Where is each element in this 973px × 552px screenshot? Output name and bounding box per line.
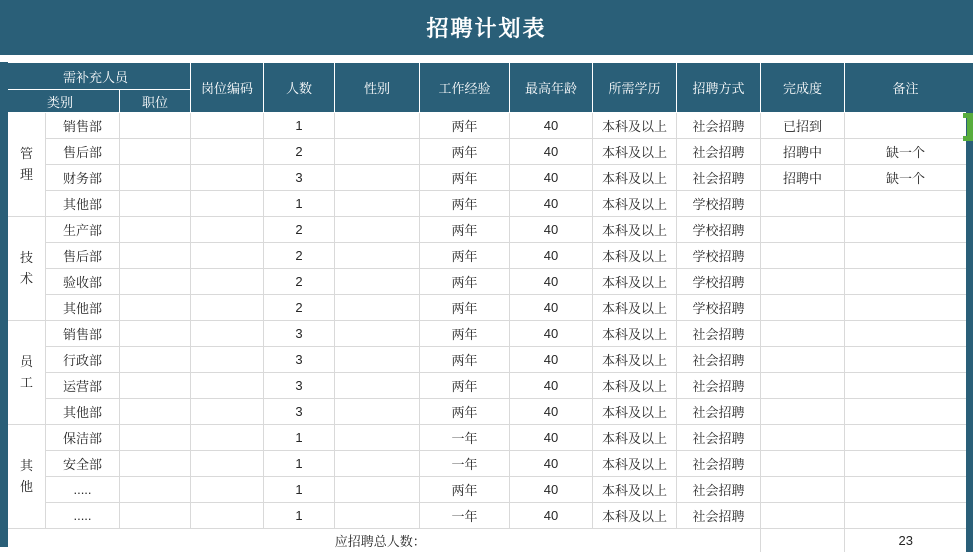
cell-education[interactable]: 本科及以上 bbox=[593, 373, 677, 399]
table-right-accent-border bbox=[966, 112, 973, 552]
cell-experience[interactable]: 两年 bbox=[420, 347, 510, 373]
cell-remark[interactable]: 缺一个 bbox=[845, 139, 973, 165]
cell-gender[interactable] bbox=[335, 113, 420, 139]
cell-count[interactable]: 1 bbox=[264, 113, 335, 139]
header-gender[interactable]: 性别 bbox=[335, 63, 420, 113]
table-row bbox=[1, 477, 973, 503]
cell-age[interactable]: 40 bbox=[510, 295, 593, 321]
group-label: 其他 bbox=[19, 458, 33, 494]
cell-education[interactable]: 本科及以上 bbox=[593, 217, 677, 243]
cell-position[interactable] bbox=[120, 139, 191, 165]
cell-education[interactable]: 本科及以上 bbox=[593, 321, 677, 347]
header-experience[interactable]: 工作经验 bbox=[420, 63, 510, 113]
header-method[interactable]: 招聘方式 bbox=[677, 63, 761, 113]
cell-position[interactable] bbox=[120, 503, 191, 529]
cell-position[interactable] bbox=[120, 295, 191, 321]
cell-code[interactable] bbox=[191, 269, 264, 295]
cell-remark[interactable] bbox=[845, 269, 973, 295]
cell-age[interactable]: 40 bbox=[510, 269, 593, 295]
cell-method[interactable]: 社会招聘 bbox=[677, 113, 761, 139]
header-job-code[interactable]: 岗位编码 bbox=[191, 63, 264, 113]
cell-dept[interactable]: 财务部 bbox=[46, 165, 120, 191]
cell-code[interactable] bbox=[191, 425, 264, 451]
table-left-accent-border bbox=[0, 62, 8, 547]
cell-method[interactable]: 学校招聘 bbox=[677, 191, 761, 217]
cell-position[interactable] bbox=[120, 165, 191, 191]
total-label-cell[interactable]: 应招聘总人数： bbox=[1, 529, 761, 552]
cell-dept[interactable]: 售后部 bbox=[46, 243, 120, 269]
cell-code[interactable] bbox=[191, 217, 264, 243]
table-row bbox=[1, 425, 973, 451]
cell-method[interactable]: 学校招聘 bbox=[677, 295, 761, 321]
cell-position[interactable] bbox=[120, 451, 191, 477]
cell-education[interactable]: 本科及以上 bbox=[593, 113, 677, 139]
cell-position[interactable] bbox=[120, 373, 191, 399]
cell-age[interactable]: 40 bbox=[510, 113, 593, 139]
cell-completion[interactable] bbox=[761, 399, 845, 425]
cell-remark[interactable] bbox=[845, 477, 973, 503]
cell-method[interactable]: 社会招聘 bbox=[677, 321, 761, 347]
cell-code[interactable] bbox=[191, 399, 264, 425]
cell-education[interactable]: 本科及以上 bbox=[593, 503, 677, 529]
cell-gender[interactable] bbox=[335, 373, 420, 399]
cell-age[interactable]: 40 bbox=[510, 191, 593, 217]
cell-code[interactable] bbox=[191, 503, 264, 529]
table-footer bbox=[1, 529, 973, 552]
cell-education[interactable]: 本科及以上 bbox=[593, 295, 677, 321]
cell-dept[interactable]: 验收部 bbox=[46, 269, 120, 295]
cell-education[interactable]: 本科及以上 bbox=[593, 425, 677, 451]
cell-dept[interactable]: 运营部 bbox=[46, 373, 120, 399]
cell-code[interactable] bbox=[191, 295, 264, 321]
cell-dept[interactable]: 其他部 bbox=[46, 295, 120, 321]
table-row bbox=[1, 269, 973, 295]
cell-count[interactable]: 3 bbox=[264, 399, 335, 425]
cell-experience[interactable]: 两年 bbox=[420, 399, 510, 425]
cell-completion[interactable] bbox=[761, 269, 845, 295]
cell-education[interactable]: 本科及以上 bbox=[593, 165, 677, 191]
cell-position[interactable] bbox=[120, 477, 191, 503]
cell-method[interactable]: 社会招聘 bbox=[677, 503, 761, 529]
header-need-staff[interactable]: 需补充人员 bbox=[1, 63, 191, 90]
cell-completion[interactable] bbox=[761, 217, 845, 243]
cell-age[interactable]: 40 bbox=[510, 347, 593, 373]
table-row bbox=[1, 321, 973, 347]
cell-dept[interactable]: 售后部 bbox=[46, 139, 120, 165]
cell-dept[interactable]: 安全部 bbox=[46, 451, 120, 477]
cell-code[interactable] bbox=[191, 451, 264, 477]
table-header bbox=[1, 63, 973, 113]
page-title-text: 招聘计划表 bbox=[426, 16, 547, 41]
cell-completion[interactable] bbox=[761, 477, 845, 503]
table-row bbox=[1, 295, 973, 321]
cell-experience[interactable]: 两年 bbox=[420, 165, 510, 191]
cell-completion[interactable] bbox=[761, 191, 845, 217]
table-row bbox=[1, 373, 973, 399]
cell-count[interactable]: 2 bbox=[264, 243, 335, 269]
cell-method[interactable]: 社会招聘 bbox=[677, 425, 761, 451]
cell-method[interactable]: 社会招聘 bbox=[677, 139, 761, 165]
cell-gender[interactable] bbox=[335, 477, 420, 503]
cell-completion[interactable] bbox=[761, 373, 845, 399]
cell-remark[interactable] bbox=[845, 217, 973, 243]
cell-dept[interactable]: 销售部 bbox=[46, 113, 120, 139]
cell-dept[interactable]: 保洁部 bbox=[46, 425, 120, 451]
header-headcount[interactable]: 人数 bbox=[264, 63, 335, 113]
cell-education[interactable]: 本科及以上 bbox=[593, 139, 677, 165]
cell-position[interactable] bbox=[120, 399, 191, 425]
cell-count[interactable]: 3 bbox=[264, 165, 335, 191]
cell-experience[interactable]: 两年 bbox=[420, 139, 510, 165]
group-label: 技术 bbox=[19, 250, 33, 286]
cell-gender[interactable] bbox=[335, 165, 420, 191]
cell-education[interactable]: 本科及以上 bbox=[593, 477, 677, 503]
cell-code[interactable] bbox=[191, 113, 264, 139]
cell-code[interactable] bbox=[191, 165, 264, 191]
cell-remark[interactable] bbox=[845, 451, 973, 477]
table-row bbox=[1, 217, 973, 243]
total-empty-cell[interactable] bbox=[761, 529, 845, 552]
group-label: 管理 bbox=[19, 146, 33, 182]
cell-gender[interactable] bbox=[335, 425, 420, 451]
cell-method[interactable]: 社会招聘 bbox=[677, 451, 761, 477]
cell-gender[interactable] bbox=[335, 321, 420, 347]
cell-count[interactable]: 1 bbox=[264, 191, 335, 217]
cell-gender[interactable] bbox=[335, 269, 420, 295]
cell-method[interactable]: 社会招聘 bbox=[677, 347, 761, 373]
cell-education[interactable]: 本科及以上 bbox=[593, 399, 677, 425]
cell-completion[interactable] bbox=[761, 425, 845, 451]
cell-education[interactable]: 本科及以上 bbox=[593, 191, 677, 217]
cell-remark[interactable] bbox=[845, 399, 973, 425]
cell-method[interactable]: 社会招聘 bbox=[677, 373, 761, 399]
cell-code[interactable] bbox=[191, 139, 264, 165]
cell-experience[interactable]: 一年 bbox=[420, 425, 510, 451]
cell-age[interactable]: 40 bbox=[510, 139, 593, 165]
cell-dept[interactable]: ..... bbox=[46, 503, 120, 529]
cell-remark[interactable] bbox=[845, 321, 973, 347]
cell-remark[interactable] bbox=[845, 425, 973, 451]
cell-experience[interactable]: 两年 bbox=[420, 477, 510, 503]
cell-age[interactable]: 40 bbox=[510, 165, 593, 191]
table-row bbox=[1, 503, 973, 529]
table-row bbox=[1, 165, 973, 191]
cell-gender[interactable] bbox=[335, 451, 420, 477]
cell-completion[interactable] bbox=[761, 451, 845, 477]
cell-experience[interactable]: 两年 bbox=[420, 321, 510, 347]
cell-remark[interactable] bbox=[845, 295, 973, 321]
cell-position[interactable] bbox=[120, 191, 191, 217]
header-max-age[interactable]: 最高年龄 bbox=[510, 63, 593, 113]
header-completion[interactable]: 完成度 bbox=[761, 63, 845, 113]
header-education[interactable]: 所需学历 bbox=[593, 63, 677, 113]
cell-gender[interactable] bbox=[335, 503, 420, 529]
cell-position[interactable] bbox=[120, 347, 191, 373]
cell-experience[interactable]: 两年 bbox=[420, 243, 510, 269]
cell-code[interactable] bbox=[191, 191, 264, 217]
cell-age[interactable]: 40 bbox=[510, 373, 593, 399]
group-label: 员工 bbox=[19, 354, 33, 390]
cell-count[interactable]: 1 bbox=[264, 425, 335, 451]
recruitment-table bbox=[0, 62, 973, 552]
cell-dept[interactable]: 其他部 bbox=[46, 191, 120, 217]
cell-age[interactable]: 40 bbox=[510, 399, 593, 425]
cell-completion[interactable]: 已招到 bbox=[761, 113, 845, 139]
cell-gender[interactable] bbox=[335, 191, 420, 217]
page-title bbox=[0, 0, 973, 55]
cell-dept[interactable]: 其他部 bbox=[46, 399, 120, 425]
cell-code[interactable] bbox=[191, 243, 264, 269]
cell-experience[interactable]: 两年 bbox=[420, 373, 510, 399]
cell-remark[interactable] bbox=[845, 373, 973, 399]
cell-count[interactable]: 1 bbox=[264, 503, 335, 529]
cell-method[interactable]: 社会招聘 bbox=[677, 165, 761, 191]
cell-experience[interactable]: 两年 bbox=[420, 269, 510, 295]
cell-count[interactable]: 3 bbox=[264, 373, 335, 399]
header-remark[interactable]: 备注 bbox=[845, 63, 973, 113]
cell-education[interactable]: 本科及以上 bbox=[593, 451, 677, 477]
cell-remark[interactable] bbox=[845, 503, 973, 529]
cell-dept[interactable]: 生产部 bbox=[46, 217, 120, 243]
cell-completion[interactable] bbox=[761, 243, 845, 269]
cell-experience[interactable]: 一年 bbox=[420, 503, 510, 529]
total-row bbox=[1, 529, 973, 552]
table-row bbox=[1, 191, 973, 217]
cell-completion[interactable] bbox=[761, 321, 845, 347]
cell-method[interactable]: 社会招聘 bbox=[677, 477, 761, 503]
cell-method[interactable]: 学校招聘 bbox=[677, 269, 761, 295]
header-position[interactable]: 职位 bbox=[120, 90, 191, 113]
cell-experience[interactable]: 一年 bbox=[420, 451, 510, 477]
cell-completion[interactable]: 招聘中 bbox=[761, 165, 845, 191]
cell-position[interactable] bbox=[120, 113, 191, 139]
cell-position[interactable] bbox=[120, 243, 191, 269]
cell-age[interactable]: 40 bbox=[510, 217, 593, 243]
table-row bbox=[1, 451, 973, 477]
cell-completion[interactable] bbox=[761, 503, 845, 529]
cell-gender[interactable] bbox=[335, 139, 420, 165]
cell-gender[interactable] bbox=[335, 347, 420, 373]
cell-age[interactable]: 40 bbox=[510, 503, 593, 529]
cell-count[interactable]: 2 bbox=[264, 139, 335, 165]
cell-completion[interactable]: 招聘中 bbox=[761, 139, 845, 165]
cell-remark[interactable] bbox=[845, 243, 973, 269]
cell-education[interactable]: 本科及以上 bbox=[593, 347, 677, 373]
cell-count[interactable]: 2 bbox=[264, 217, 335, 243]
cell-method[interactable]: 社会招聘 bbox=[677, 399, 761, 425]
cell-experience[interactable]: 两年 bbox=[420, 295, 510, 321]
cell-remark[interactable]: 缺一个 bbox=[845, 165, 973, 191]
cell-code[interactable] bbox=[191, 321, 264, 347]
cell-age[interactable]: 40 bbox=[510, 321, 593, 347]
table-body bbox=[1, 113, 973, 529]
cell-completion[interactable] bbox=[761, 347, 845, 373]
cell-education[interactable]: 本科及以上 bbox=[593, 243, 677, 269]
table-row bbox=[1, 399, 973, 425]
cell-age[interactable]: 40 bbox=[510, 243, 593, 269]
cell-dept[interactable]: 销售部 bbox=[46, 321, 120, 347]
cell-count[interactable]: 2 bbox=[264, 269, 335, 295]
cell-code[interactable] bbox=[191, 477, 264, 503]
cell-experience[interactable]: 两年 bbox=[420, 217, 510, 243]
table-row bbox=[1, 113, 973, 139]
cell-remark[interactable] bbox=[845, 191, 973, 217]
cell-position[interactable] bbox=[120, 269, 191, 295]
cell-count[interactable]: 1 bbox=[264, 477, 335, 503]
cell-dept[interactable]: 行政部 bbox=[46, 347, 120, 373]
table-row bbox=[1, 243, 973, 269]
cell-count[interactable]: 3 bbox=[264, 347, 335, 373]
cell-completion[interactable] bbox=[761, 295, 845, 321]
cell-gender[interactable] bbox=[335, 295, 420, 321]
cell-age[interactable]: 40 bbox=[510, 451, 593, 477]
cell-remark[interactable] bbox=[845, 113, 973, 139]
cell-count[interactable]: 2 bbox=[264, 295, 335, 321]
cell-code[interactable] bbox=[191, 373, 264, 399]
cell-method[interactable]: 学校招聘 bbox=[677, 243, 761, 269]
cell-experience[interactable]: 两年 bbox=[420, 113, 510, 139]
cell-position[interactable] bbox=[120, 425, 191, 451]
header-category[interactable]: 类别 bbox=[1, 90, 120, 113]
cell-education[interactable]: 本科及以上 bbox=[593, 269, 677, 295]
cell-code[interactable] bbox=[191, 347, 264, 373]
total-value-cell[interactable]: 23 bbox=[845, 529, 973, 552]
cell-age[interactable]: 40 bbox=[510, 425, 593, 451]
cell-dept[interactable]: ..... bbox=[46, 477, 120, 503]
cell-remark[interactable] bbox=[845, 347, 973, 373]
table-row bbox=[1, 347, 973, 373]
cell-age[interactable]: 40 bbox=[510, 477, 593, 503]
row-selection-indicator-icon[interactable] bbox=[967, 113, 973, 141]
cell-count[interactable]: 1 bbox=[264, 451, 335, 477]
cell-count[interactable]: 3 bbox=[264, 321, 335, 347]
cell-position[interactable] bbox=[120, 217, 191, 243]
cell-position[interactable] bbox=[120, 321, 191, 347]
cell-gender[interactable] bbox=[335, 217, 420, 243]
cell-gender[interactable] bbox=[335, 243, 420, 269]
table-row bbox=[1, 139, 973, 165]
cell-method[interactable]: 学校招聘 bbox=[677, 217, 761, 243]
cell-experience[interactable]: 两年 bbox=[420, 191, 510, 217]
cell-gender[interactable] bbox=[335, 399, 420, 425]
